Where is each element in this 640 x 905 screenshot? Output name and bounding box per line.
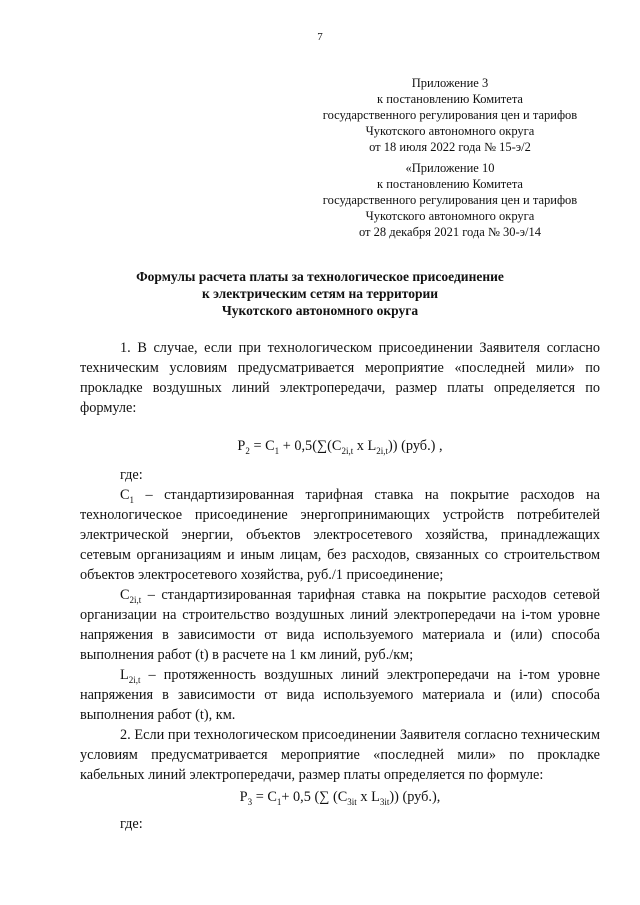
- definition-text: – стандартизированная тарифная ставка на покрытие расходов на технологическое присоединение энергопринимающих устройств потребителей электрической энергии, объектов электросетевого хозяйства, принадлежащих сетевым организациям и иным лицам, без расходов, связанных со строительством объектов электросетевого хозяйства, руб./1 присоединение;: [80, 487, 600, 583]
- formula-subscript: 2: [245, 445, 250, 456]
- formula-text: = C: [252, 789, 277, 805]
- definition-subscript: 2i,t: [128, 674, 141, 685]
- formula-subscript: 1: [276, 796, 282, 807]
- title-line: Чукотского автономного округа: [221, 303, 419, 318]
- formula-text: = C: [249, 438, 275, 454]
- title-line: к электрическим сетям на территории: [201, 286, 439, 301]
- where-label: где:: [120, 816, 143, 832]
- appendix-line: Приложение 3: [411, 76, 489, 90]
- appendix-line: от 18 июля 2022 года № 15-э/2: [369, 140, 531, 154]
- paragraph-2-text: 2. Если при технологическом присоединении Заявителя согласно техническим условиям предусматривается мероприятие «последней мили» по прокладке кабельных линий электропередачи, размер платы определяется по формуле:: [80, 727, 600, 783]
- appendix-line: Чукотского автономного округа: [365, 124, 535, 138]
- appendix-line: государственного регулирования цен и тарифов: [322, 193, 578, 207]
- formula-text: x L: [356, 789, 380, 805]
- definition-subscript: 1: [129, 494, 135, 505]
- formula-text: )) (руб.),: [389, 789, 441, 805]
- appendix-line: к постановлению Комитета: [377, 177, 523, 191]
- definitions-1: [80, 465, 600, 785]
- formula-subscript: 2i,t: [341, 445, 354, 456]
- document-title: [80, 268, 560, 319]
- appendix-line: государственного регулирования цен и тарифов: [322, 108, 578, 122]
- appendix-line: Чукотского автономного округа: [365, 209, 535, 223]
- formula-symbol: P: [237, 438, 246, 454]
- formula-subscript: 2i,t: [376, 445, 389, 456]
- formula-subscript: 3: [247, 796, 253, 807]
- appendix-header-current: [300, 75, 600, 155]
- appendix-line: от 28 декабря 2021 года № 30-э/14: [358, 225, 542, 239]
- formula-text: + 0,5 (∑ (C: [281, 789, 348, 805]
- definition-text: – стандартизированная тарифная ставка на покрытие расходов сетевой организации на строительство воздушных линий электропередачи на i-том уровне напряжения в зависимости от вида используемого материала и (или) способа выполнения работ (t) в расчете на 1 км линий, руб./км;: [80, 587, 600, 663]
- formula-subscript: 3it: [379, 796, 390, 807]
- appendix-header-previous: [300, 160, 600, 240]
- definition-text: – протяженность воздушных линий электропередачи на i-том уровне напряжения в зависимости от вида используемого материала и (или) способа выполнения работ (t), км.: [80, 667, 600, 723]
- definitions-2: [80, 814, 600, 834]
- formula-symbol: P: [239, 789, 248, 805]
- formula-subscript: 3it: [347, 796, 357, 807]
- definition-c2: [80, 585, 600, 665]
- page-number: 7: [317, 31, 323, 43]
- definition-subscript: 2i,t: [129, 594, 142, 605]
- definition-symbol: L: [120, 667, 129, 683]
- formula-p3: [80, 787, 600, 807]
- formula-p2: [80, 436, 600, 456]
- formula-subscript: 1: [274, 445, 280, 456]
- where-label: где:: [120, 467, 143, 483]
- appendix-line: «Приложение 10: [405, 161, 495, 175]
- paragraph-1-text: 1. В случае, если при технологическом присоединении Заявителя согласно техническим условиям предусматривается мероприятие «последней мили» по прокладке воздушных линий электропередачи, размер платы определяется по формуле:: [80, 340, 600, 416]
- definition-symbol: C: [120, 587, 130, 603]
- definition-c1: [80, 485, 600, 585]
- appendix-line: к постановлению Комитета: [377, 92, 523, 106]
- formula-text: + 0,5(∑(C: [279, 438, 342, 454]
- definition-symbol: C: [120, 487, 130, 503]
- paragraph-1: [80, 338, 600, 418]
- formula-text: x L: [353, 438, 377, 454]
- title-line: Формулы расчета платы за технологическое присоединение: [136, 269, 504, 284]
- definition-l2: [80, 665, 600, 725]
- formula-text: )) (руб.) ,: [388, 438, 443, 454]
